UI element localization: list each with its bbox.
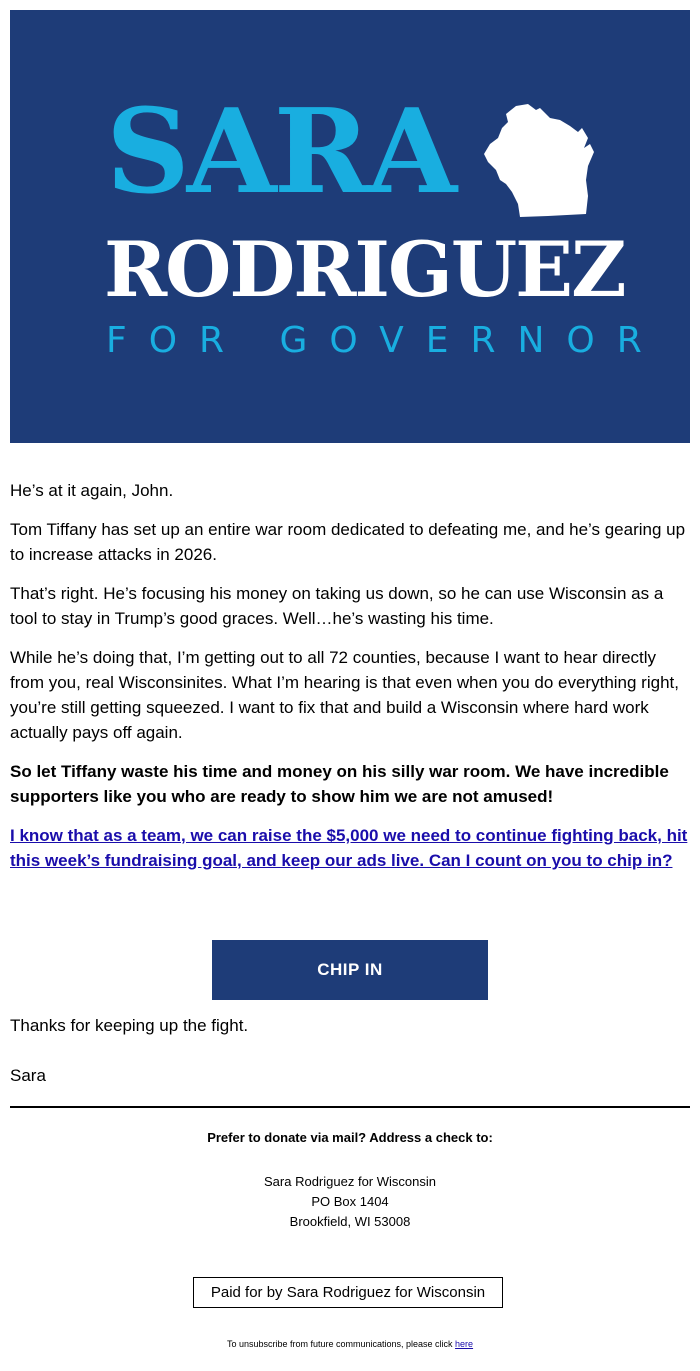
signature: Sara (10, 1066, 46, 1085)
mail-heading: Prefer to donate via mail? Address a check to: (207, 1130, 493, 1145)
logo-first-name: SARA (106, 84, 455, 220)
footer-divider (10, 1106, 690, 1108)
paragraph-3: While he’s doing that, I’m getting out to all 72 counties, because I want to hear directly from you, real Wisconsinites. What I’m hearing is that even when you do everything right, you’re still getting squeezed. I want to fix that and build a Wisconsin where hard work actually pays off again. (10, 648, 679, 742)
logo-last-name: RODRIGUEZ (104, 225, 625, 314)
thanks-line: Thanks for keeping up the fight. (10, 1016, 249, 1035)
header-banner (10, 10, 690, 443)
mailing-address (10, 1172, 690, 1232)
bold-paragraph: So let Tiffany waste his time and money on his silly war room. We have incredible supporters like you who are ready to show him we are not amused! (10, 762, 669, 806)
mail-donation-section (10, 1129, 690, 1232)
greeting: He’s at it again, John. (10, 481, 174, 500)
unsubscribe-text: To unsubscribe from future communications, please click (226, 1339, 456, 1349)
logo-tagline: FOR GOVERNOR (106, 320, 664, 361)
paid-for-disclaimer: Paid for by Sara Rodriguez for Wisconsin (193, 1277, 503, 1308)
unsubscribe-link[interactable]: here (455, 1339, 474, 1349)
address-line: PO Box 1404 (311, 1194, 389, 1209)
paragraph-2: That’s right. He’s focusing his money on taking us down, so he can use Wisconsin as a tool to stay in Trump’s good graces. Well…he’s wasting his time. (10, 584, 664, 628)
address-line: Brookfield, WI 53008 (289, 1214, 411, 1229)
unsubscribe-line (10, 1339, 690, 1349)
email-body (10, 478, 690, 887)
chip-in-button[interactable]: CHIP IN (212, 940, 488, 1000)
wisconsin-map-icon (478, 96, 598, 221)
address-line: Sara Rodriguez for Wisconsin (264, 1174, 436, 1189)
donate-link[interactable]: I know that as a team, we can raise the $5,000 we need to continue fighting back, hit this week’s fundraising goal, and keep our ads live. Can I count on you to chip in? (10, 826, 688, 870)
paragraph-1: Tom Tiffany has set up an entire war room dedicated to defeating me, and he’s gearing up to increase attacks in 2026. (10, 520, 686, 564)
